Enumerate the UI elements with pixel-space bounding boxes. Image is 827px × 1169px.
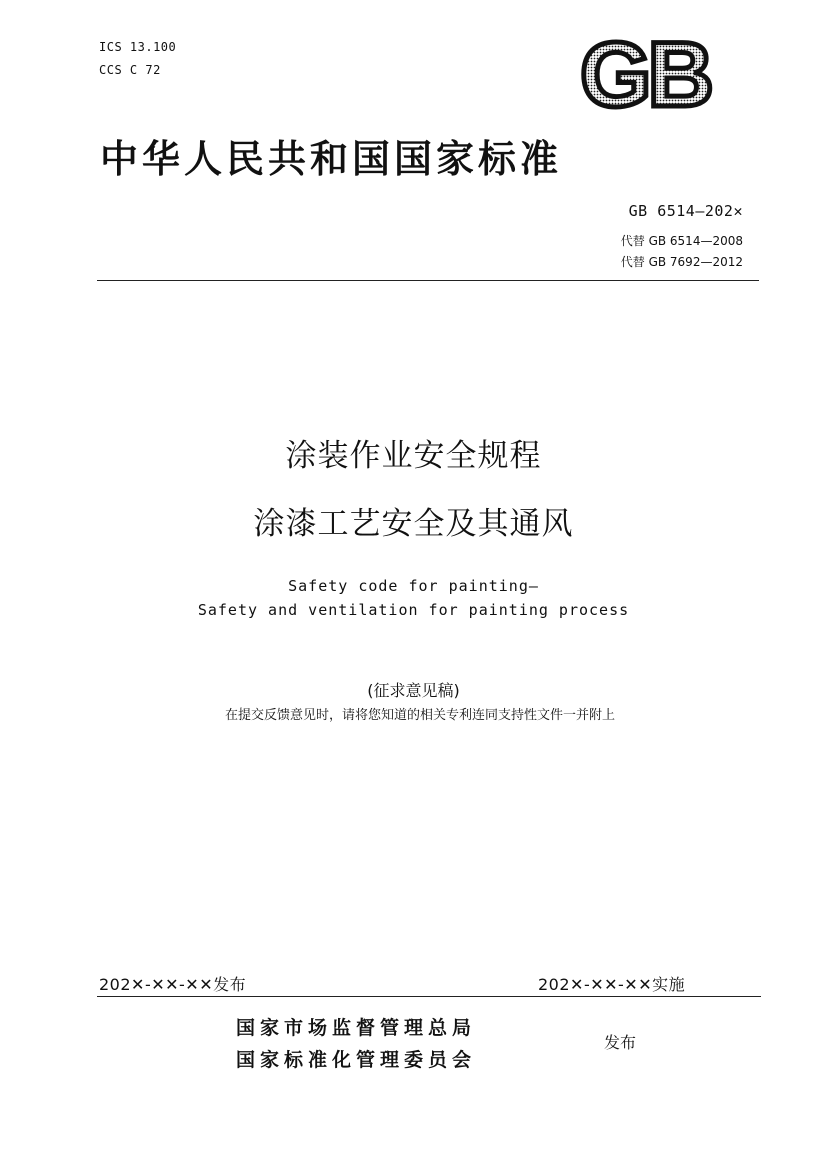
replaces-standard-2: 代替 GB 7692—2012 [620, 255, 743, 269]
ccs-code: CCS C 72 [99, 63, 161, 77]
standard-number: GB 6514—202✕ [628, 202, 743, 220]
english-title-line-1: Safety code for painting— [288, 577, 539, 595]
gb-logo-text: GB [580, 30, 710, 116]
national-standard-title: 中华人民共和国国家标准 [100, 136, 563, 181]
issuer-samr: 国家市场监督管理总局 [236, 1017, 477, 1039]
gb-logo [566, 30, 724, 116]
ics-code: ICS 13.100 [99, 40, 177, 54]
draft-note: 在提交反馈意见时，请将您知道的相关专利连同支持性文件一并附上 [224, 708, 615, 723]
footer-divider [97, 996, 761, 997]
chinese-title-line-1: 涂装作业安全规程 [285, 438, 542, 474]
draft-label: (征求意见稿) [367, 681, 460, 700]
replaces-standard-1: 代替 GB 6514—2008 [620, 234, 743, 248]
english-title-line-2: Safety and ventilation for painting process [197, 601, 630, 619]
header-divider [97, 280, 759, 281]
implementation-date: 202✕-✕✕-✕✕实施 [538, 975, 686, 994]
chinese-title-line-2: 涂漆工艺安全及其通风 [253, 506, 574, 542]
issue-date: 202✕-✕✕-✕✕发布 [99, 975, 247, 994]
publish-label: 发布 [604, 1033, 637, 1052]
issuer-sac: 国家标准化管理委员会 [236, 1049, 477, 1071]
